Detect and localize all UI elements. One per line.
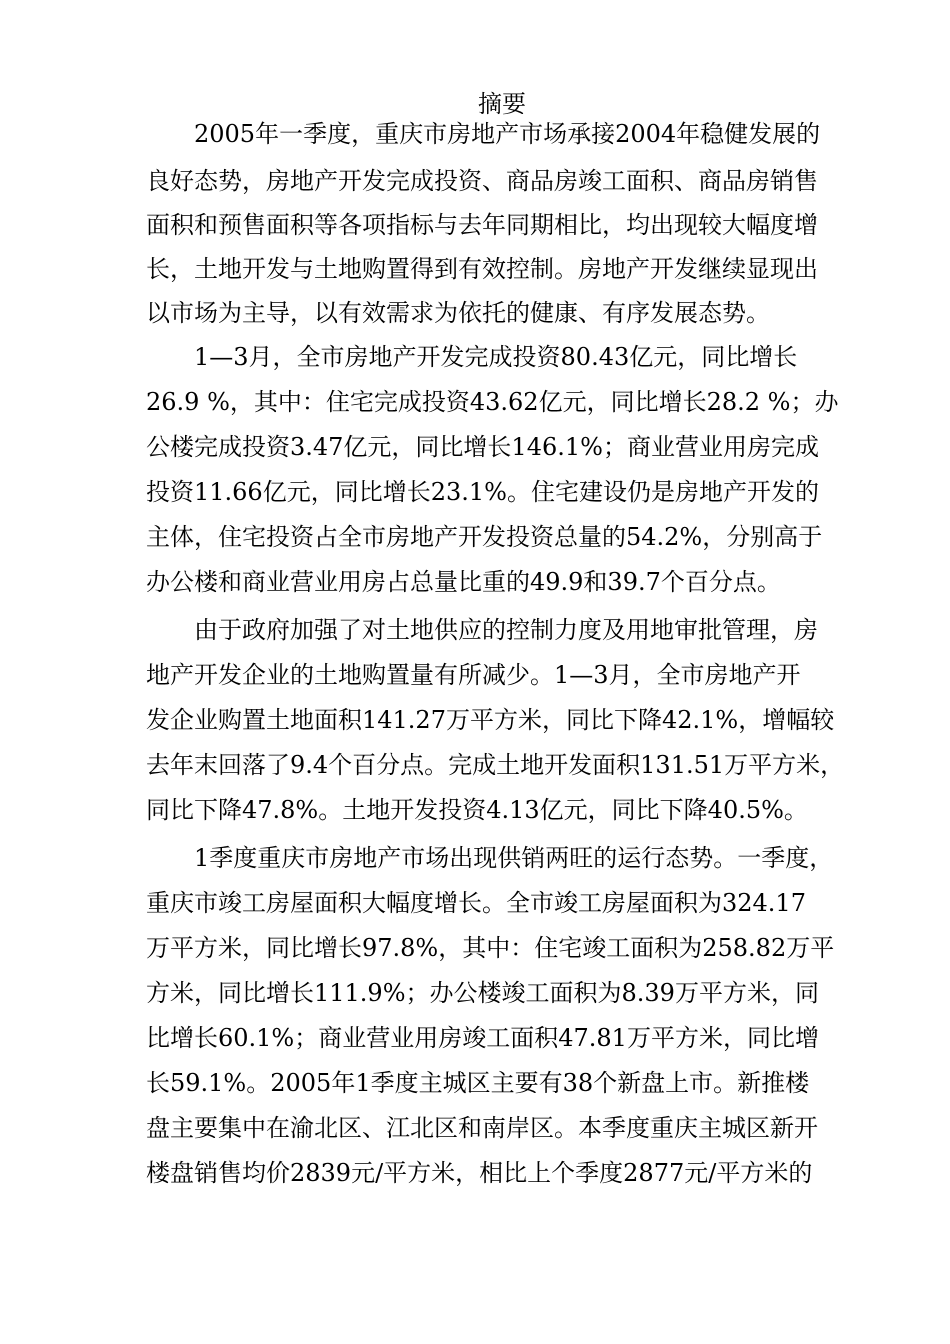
document-title: 摘要 bbox=[478, 90, 526, 118]
text-line: 同比下降47.8%。土地开发投资4.13亿元，同比下降40.5%。 bbox=[146, 796, 808, 824]
text-line: 万平方米，同比增长97.8%，其中：住宅竣工面积为258.82万平 bbox=[146, 934, 835, 962]
text-line: 去年末回落了9.4个百分点。完成土地开发面积131.51万平方米， bbox=[146, 751, 845, 779]
text-line: 26.9 %，其中：住宅完成投资43.62亿元，同比增长28.2 %；办 bbox=[146, 388, 839, 416]
text-line: 面积和预售面积等各项指标与去年同期相比，均出现较大幅度增 bbox=[146, 211, 818, 239]
text-line: 重庆市竣工房屋面积大幅度增长。全市竣工房屋面积为324.17 bbox=[146, 889, 806, 917]
text-line: 办公楼和商业营业用房占总量比重的49.9和39.7个百分点。 bbox=[146, 568, 781, 596]
text-line: 以市场为主导，以有效需求为依托的健康、有序发展态势。 bbox=[146, 299, 770, 327]
text-line: 1—3月，全市房地产开发完成投资80.43亿元，同比增长 bbox=[194, 343, 798, 371]
text-line: 由于政府加强了对土地供应的控制力度及用地审批管理，房 bbox=[194, 616, 818, 644]
text-line: 投资11.66亿元，同比增长23.1%。住宅建设仍是房地产开发的 bbox=[146, 478, 819, 506]
text-line: 盘主要集中在渝北区、江北区和南岸区。本季度重庆主城区新开 bbox=[146, 1114, 818, 1142]
text-line: 公楼完成投资3.47亿元，同比增长146.1%；商业营业用房完成 bbox=[146, 433, 819, 461]
text-line: 2005年一季度，重庆市房地产市场承接2004年稳健发展的 bbox=[194, 120, 821, 148]
text-line: 主体，住宅投资占全市房地产开发投资总量的54.2%，分别高于 bbox=[146, 523, 823, 551]
text-line: 长，土地开发与土地购置得到有效控制。房地产开发继续显现出 bbox=[146, 255, 818, 283]
text-line: 楼盘销售均价2839元/平方米，相比上个季度2877元/平方米的 bbox=[146, 1159, 813, 1187]
text-line: 长59.1%。2005年1季度主城区主要有38个新盘上市。新推楼 bbox=[146, 1069, 810, 1097]
text-line: 发企业购置土地面积141.27万平方米，同比下降42.1%，增幅较 bbox=[146, 706, 835, 734]
text-line: 方米，同比增长111.9%；办公楼竣工面积为8.39万平方米，同 bbox=[146, 979, 819, 1007]
text-line: 良好态势，房地产开发完成投资、商品房竣工面积、商品房销售 bbox=[146, 167, 818, 195]
text-line: 比增长60.1%；商业营业用房竣工面积47.81万平方米，同比增 bbox=[146, 1024, 819, 1052]
text-line: 地产开发企业的土地购置量有所减少。1—3月，全市房地产开 bbox=[146, 661, 801, 689]
text-line: 1季度重庆市房地产市场出现供销两旺的运行态势。一季度， bbox=[194, 844, 834, 872]
